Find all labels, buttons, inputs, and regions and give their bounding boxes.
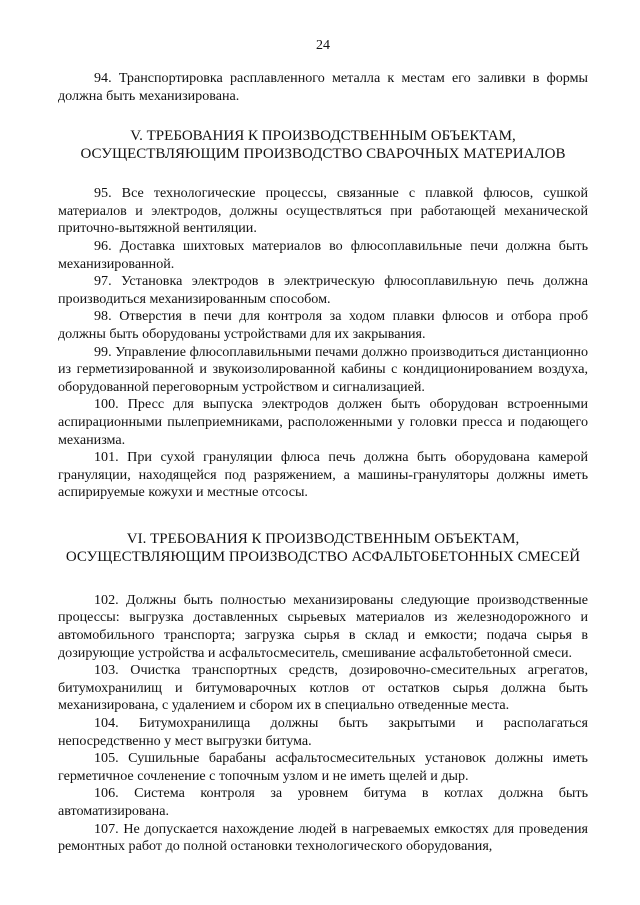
paragraph-102: 102. Должны быть полностью механизированы следующие производственные процессы: выгрузка доставленных сырьевых материалов из железнодорожного и автомобильного транспорта; загрузка сырья в склад и емкости; подача сырья в дозирующие устройства и асфальтосмеситель, смешивание асфальтобетонной смеси.: [58, 591, 588, 661]
paragraph-98: 98. Отверстия в печи для контроля за ходом плавки флюсов и отбора проб должны быть оборудованы устройствами для их закрывания.: [58, 308, 588, 342]
section-v-heading-line-1: V. ТРЕБОВАНИЯ К ПРОИЗВОДСТВЕННЫМ ОБЪЕКТАМ,: [130, 128, 516, 145]
paragraph-94: 94. Транспортировка расплавленного металла к местам его заливки в формы должна быть механизирована.: [58, 70, 588, 104]
section-vi-heading-line-2: ОСУЩЕСТВЛЯЮЩИМ ПРОИЗВОДСТВО АСФАЛЬТОБЕТОННЫХ СМЕСЕЙ: [65, 548, 581, 565]
section-vi-heading: [58, 530, 588, 566]
page-number: 24: [316, 38, 330, 53]
paragraph-100: 100. Пресс для выпуска электродов должен быть оборудован встроенными аспирационными пылеприемниками, расположенными у головки пресса и подающего механизма.: [58, 396, 588, 448]
section-v-body: [58, 185, 588, 502]
paragraph-104: 104. Битумохранилища должны быть закрытыми и располагаться непосредственно у мест выгрузки битума.: [58, 715, 588, 749]
paragraph-96: 96. Доставка шихтовых материалов во флюсоплавильные печи должна быть механизированной.: [58, 237, 588, 272]
paragraph-95: 95. Все технологические процессы, связанные с плавкой флюсов, сушкой материалов и электродов, должны осуществляться при работающей механической приточно-вытяжной вентиляции.: [58, 185, 588, 237]
paragraph-106: 106. Система контроля за уровнем битума в котлах должна быть автоматизирована.: [58, 785, 588, 819]
section-vi-body: [58, 592, 588, 856]
paragraph-107: 107. Не допускается нахождение людей в нагреваемых емкостях для проведения ремонтных работ до полной остановки технологического оборудования,: [58, 820, 588, 855]
section-v-heading-line-2: ОСУЩЕСТВЛЯЮЩИМ ПРОИЗВОДСТВО СВАРОЧНЫХ МАТЕРИАЛОВ: [80, 146, 566, 163]
paragraph-99: 99. Управление флюсоплавильными печами должно производиться дистанционно из герметизированной и звукоизолированной кабины с кондиционированием воздуха, оборудованной переговорным устройством и сигнализацией.: [58, 343, 588, 395]
paragraph-101: 101. При сухой грануляции флюса печь должна быть оборудована камерой грануляции, находящейся под разряжением, а машины-грануляторы должны иметь аспирируемые кожухи и местные отсосы.: [58, 449, 588, 501]
paragraph-105: 105. Сушильные барабаны асфальтосмесительных установок должны иметь герметичное сочленение с топочным узлом и не иметь щелей и дыр.: [58, 750, 588, 784]
section-vi-heading-line-1: VI. ТРЕБОВАНИЯ К ПРОИЗВОДСТВЕННЫМ ОБЪЕКТАМ,: [126, 530, 520, 547]
paragraph-97: 97. Установка электродов в электрическую флюсоплавильную печь должна производиться механизированным способом.: [58, 273, 588, 307]
section-v-heading: [58, 127, 588, 163]
document-page: [58, 38, 588, 856]
paragraph-103: 103. Очистка транспортных средств, дозировочно-смесительных агрегатов, битумохранилищ и битумоварочных котлов от остатков сырья должна быть механизирована, с удалением и сбором их в специально отведенные места.: [58, 662, 588, 714]
